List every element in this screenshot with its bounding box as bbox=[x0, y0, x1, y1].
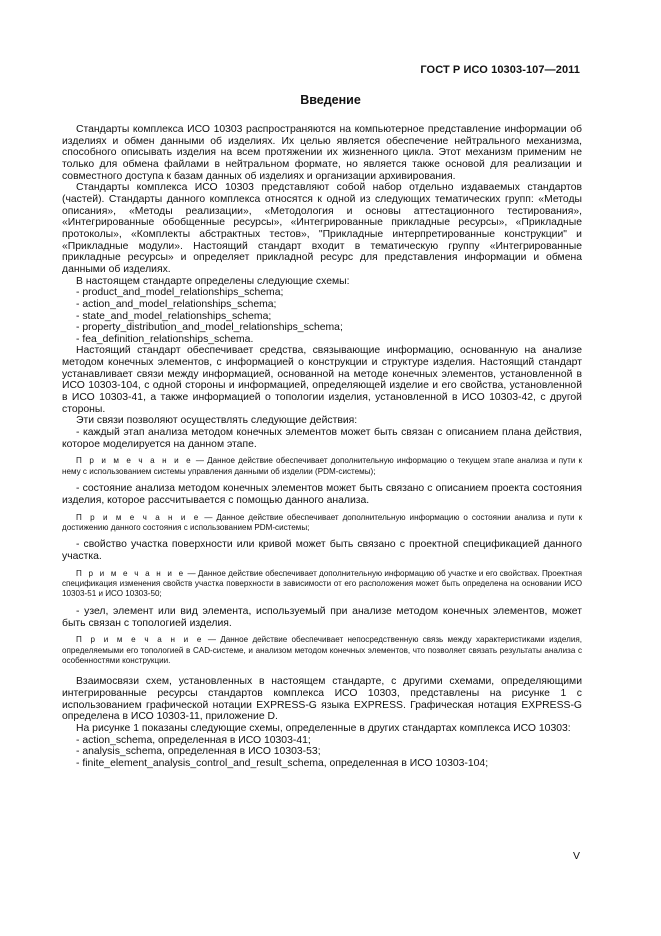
note bbox=[62, 513, 582, 534]
action-item: - каждый этап анализа методом конечных элементов может быть связан с описанием плана действия, которое моделируется на данном этапе. bbox=[62, 427, 582, 450]
other-schema-list bbox=[62, 735, 582, 770]
paragraph: Взаимосвязи схем, установленных в настоящем стандарте, с другими схемами, определяющими интегрированные ресурсы стандартов комплекса ИСО 10303, представлены на рисунке 1 с использованием графической нотации EXPRESS-G языка EXPRESS. Графическая нотация EXPRESS-G определена в ИСО 10303-11, приложение D. bbox=[62, 676, 582, 723]
paragraph: Стандарты комплекса ИСО 10303 распространяются на компьютерное представление информации об изделиях и обмен данными об изделиях. Их целью является обеспечение нейтрального механизма, способного описывать изделия на всем протяжении их жизненного цикла. Этот механизм применим не только для обмена файлами в нейтральном формате, но является также основой для реализации и совместного доступа к базам данных об изделиях и организации архивирования. bbox=[62, 124, 582, 182]
list-item: - property_distribution_and_model_relationships_schema; bbox=[76, 322, 343, 334]
note bbox=[62, 635, 582, 666]
note-text: — Данное действие обеспечивает дополнительную информацию об участке и его свойствах. Проектная спецификация изменения свойств участка поверхности в зависимости от его расположения может быть определена на основании ИСО 10303-51 и ИСО 10303-50; bbox=[62, 568, 583, 599]
page-number: V bbox=[572, 850, 580, 862]
paragraph: На рисунке 1 показаны следующие схемы, определенные в других стандартах комплекса ИСО 10303: bbox=[76, 723, 571, 734]
list-item: - product_and_model_relationships_schema; bbox=[76, 287, 284, 299]
document-body bbox=[62, 124, 582, 770]
action-item: - узел, элемент или вид элемента, используемый при анализе методом конечных элементов, может быть связан с топологией изделия. bbox=[62, 605, 582, 629]
list-item: - action_schema, определенная в ИСО 10303-41; bbox=[76, 734, 311, 746]
paragraph: Эти связи позволяют осуществлять следующие действия: bbox=[76, 415, 358, 427]
note-label: П р и м е ч а н и е bbox=[76, 456, 193, 466]
action-item: - состояние анализа методом конечных элементов может быть связано с описанием проекта состояния изделия, которое рассчитывается с помощью данного анализа. bbox=[62, 483, 582, 506]
list-item: - analysis_schema, определенная в ИСО 10303-53; bbox=[76, 746, 321, 758]
list-item: - finite_element_analysis_control_and_result_schema, определенная в ИСО 10303-104; bbox=[76, 757, 489, 769]
standard-designation: ГОСТ Р ИСО 10303-107—2011 bbox=[420, 64, 580, 76]
section-title: Введение bbox=[300, 93, 361, 107]
list-item: - action_and_model_relationships_schema; bbox=[76, 298, 277, 310]
note-label: П р и м е ч а н и е bbox=[76, 512, 201, 522]
note-text: — Данное действие обеспечивает дополнительную информацию о текущем этапе анализа и пути к нему с использованием системы управления данными об изделии (PDM-системы); bbox=[62, 456, 582, 476]
list-item: - state_and_model_relationships_schema; bbox=[76, 310, 272, 322]
note-text: — Данное действие обеспечивает непосредственную связь между характеристиками изделия, определяемыми его топологией в CAD-системе, и анализом методом конечных элементов, что позволяет связать результаты анализа с особенностями конструкции. bbox=[62, 635, 582, 665]
note-text: — Данное действие обеспечивает дополнительную информацию о состоянии анализа и пути к достижению данного состояния с использованием PDM-системы; bbox=[62, 512, 583, 532]
note-label: П р и м е ч а н и е bbox=[76, 568, 186, 578]
note bbox=[62, 456, 582, 477]
schema-list bbox=[62, 287, 582, 345]
note bbox=[62, 569, 582, 600]
paragraph: Стандарты комплекса ИСО 10303 представляют собой набор отдельно издаваемых стандартов (частей). Стандарты данного комплекса относятся к одной из следующих тематических групп: «Методы описания», «Методы реализации», «Методология и основы аттестационного тестирования», «Интегрированные обобщенные ресурсы», «Интегрированные прикладные ресурсы», «Прикладные протоколы», «Комплекты абстрактных тестов», "Прикладные интерпретированные конструкции" и «Прикладные модули». Настоящий стандарт входит в тематическую группу «Интегрированные прикладные ресурсы» и определяет прикладной ресурс для представления информации и обмена данными об изделиях. bbox=[62, 182, 582, 275]
list-item: - fea_definition_relationships_schema. bbox=[76, 333, 254, 345]
note-label: П р и м е ч а н и е bbox=[76, 635, 204, 645]
action-item: - свойство участка поверхности или кривой может быть связано с проектной спецификацией данного участка. bbox=[62, 539, 582, 562]
paragraph: В настоящем стандарте определены следующие схемы: bbox=[76, 275, 350, 287]
paragraph: Настоящий стандарт обеспечивает средства, связывающие информацию, основанную на анализе методом конечных элементов, с информацией о конструкции и структуре изделия. Настоящий стандарт устанавливает связи между информацией, основанной на методе конечных элементов, установленной в ИСО 10303-104, с одной стороны и информацией, определяющей изделие и его свойства, установленной в ИСО 10303-41, а также информацией о топологии изделия, установленной в ИСО 10303-42, с другой стороны. bbox=[62, 345, 582, 415]
